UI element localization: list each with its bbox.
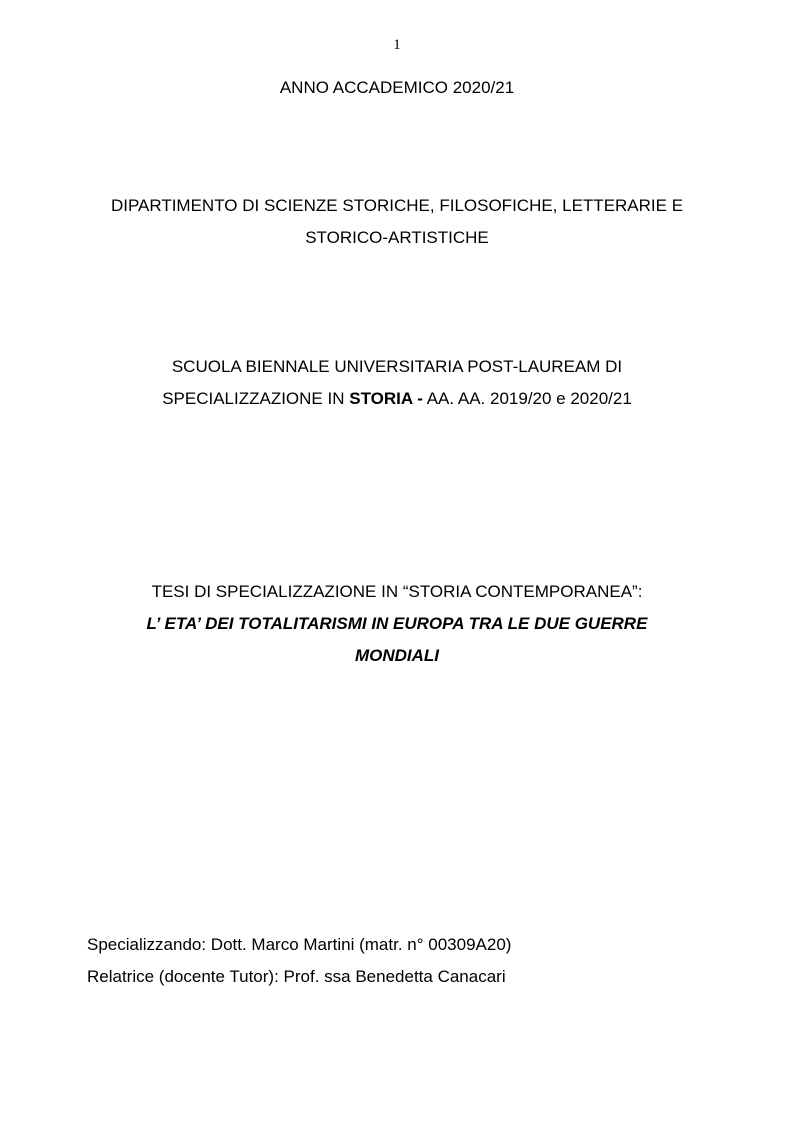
department-line-2: STORICO-ARTISTICHE	[305, 228, 489, 247]
school-line-2-prefix: SPECIALIZZAZIONE IN	[162, 389, 350, 408]
department-line-1: DIPARTIMENTO DI SCIENZE STORICHE, FILOSOFICHE, LETTERARIE E	[110, 196, 684, 215]
school-line-1: SCUOLA BIENNALE UNIVERSITARIA POST-LAUREAM DI	[171, 357, 623, 376]
thesis-intro: TESI DI SPECIALIZZAZIONE IN “STORIA CONTEMPORANEA”:	[151, 582, 643, 601]
academic-year: ANNO ACCADEMICO 2020/21	[279, 78, 515, 97]
school-line-2	[0, 389, 794, 409]
supervisor-credit: Relatrice (docente Tutor): Prof. ssa Benedetta Canacari	[87, 967, 506, 986]
page-number: 1	[393, 37, 401, 53]
school-subject: STORIA -	[349, 389, 423, 408]
student-credit: Specializzando: Dott. Marco Martini (matr. n° 00309A20)	[87, 935, 512, 954]
thesis-title-line-2: MONDIALI	[354, 646, 440, 665]
thesis-title-line-1: L’ ETA’ DEI TOTALITARISMI IN EUROPA TRA LE DUE GUERRE	[146, 614, 648, 633]
school-line-2-suffix: AA. AA. 2019/20 e 2020/21	[422, 389, 632, 408]
